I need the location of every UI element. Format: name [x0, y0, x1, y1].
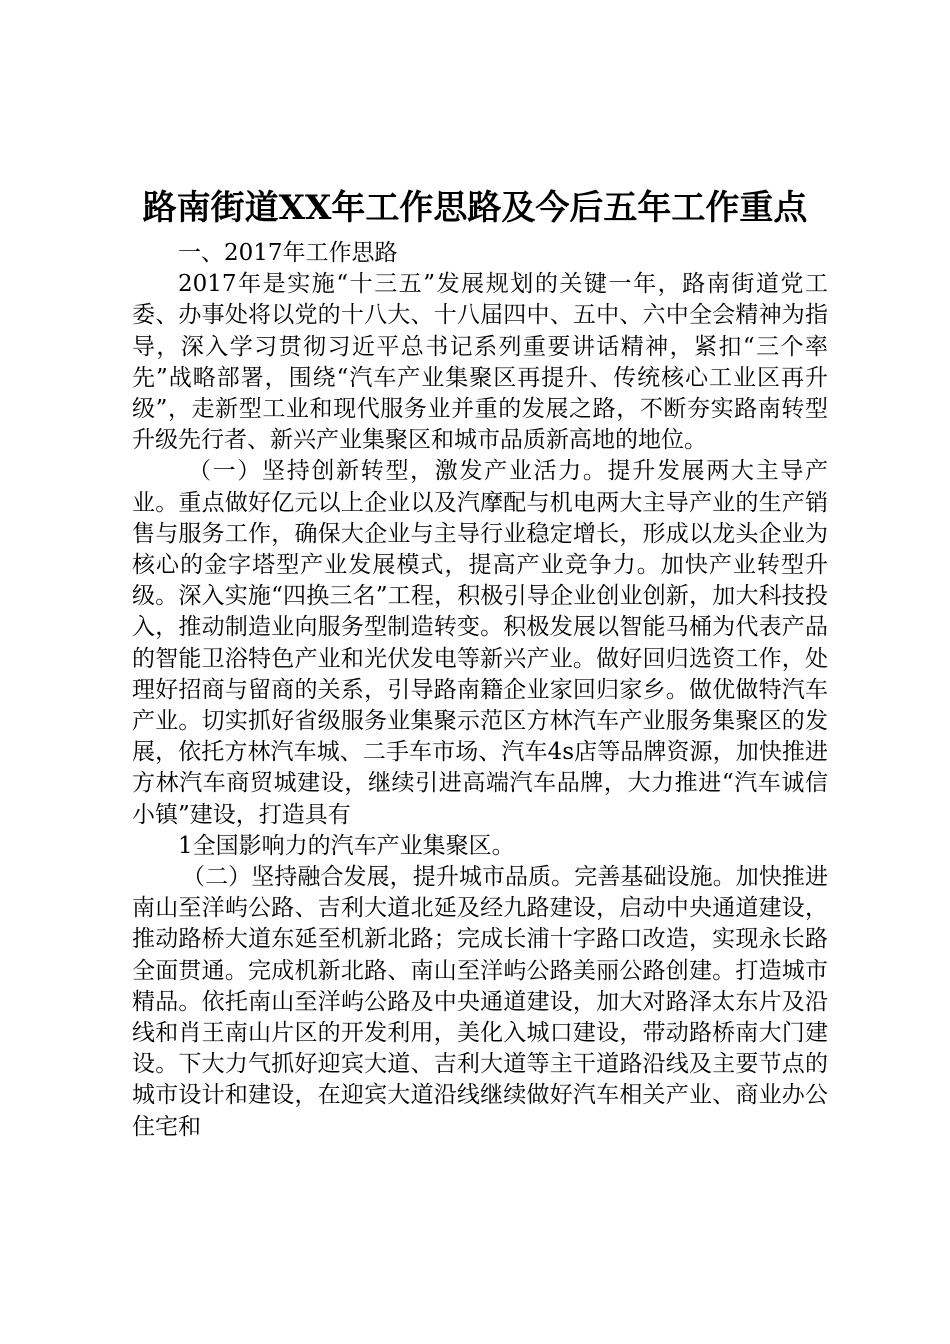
paragraph-intro: 2017年是实施“十三五”发展规划的关键一年，路南街道党工委、办事处将以党的十八大、十八届四中、五中、六中全会精神为指导，深入学习贯彻习近平总书记系列重要讲话精神，紧扣“三个率先”战略部署，围绕“汽车产业集聚区再提升、传统核心工业区再升级”，走新型工业和现代服务业并重的发展之路，不断夯实路南转型升级先行者、新兴产业集聚区和城市品质新高地的地位。 — [132, 271, 828, 454]
section-heading: 一、2017年工作思路 — [178, 240, 398, 266]
paragraph-innovation: （一）坚持创新转型，激发产业活力。提升发展两大主导产业。重点做好亿元以上企业以及汽摩配与机电两大主导产业的生产销售与服务工作，确保大企业与主导行业稳定增长，形成以龙头企业为核心的金字塔型产业发展模式，提高产业竞争力。加快产业转型升级。深入实施“四换三名”工程，积极引导企业创业创新，加大科技投入，推动制造业向服务型制造转变。积极发展以智能马桶为代表产品的智能卫浴特色产业和光伏发电等新兴产业。做好回归选资工作，处理好招商与留商的关系，引导路南籍企业家回归家乡。做优做特汽车产业。切实抓好省级服务业集聚示范区方林汽车产业服务集聚区的发展，依托方林汽车城、二手车市场、汽车4s店等品牌资源，加快推进方林汽车商贸城建设，继续引进高端汽车品牌，大力推进“汽车诚信小镇”建设，打造具有 — [132, 458, 828, 828]
paragraph-continuation: 1全国影响力的汽车产业集聚区。 — [178, 832, 515, 859]
paragraph-integration: （二）坚持融合发展，提升城市品质。完善基础设施。加快推进南山至洋屿公路、吉利大道北延及经九路建设，启动中央通道建设，推动路桥大道东延至机新北路；完成长浦十字路口改造，实现永长路全面贯通。完成机新北路、南山至洋屿公路美丽公路创建。打造城市精品。依托南山至洋屿公路及中央通道建设，加大对路泽太东片及沿线和肖王南山片区的开发利用，美化入城口建设，带动路桥南大门建设。下大力气抓好迎宾大道、吉利大道等主干道路沿线及主要节点的城市设计和建设，在迎宾大道沿线继续做好汽车相关产业、商业办公住宅和 — [132, 864, 828, 1140]
document-body — [132, 238, 828, 1143]
document-title: 路南街道XX年工作思路及今后五年工作重点 — [142, 188, 808, 228]
